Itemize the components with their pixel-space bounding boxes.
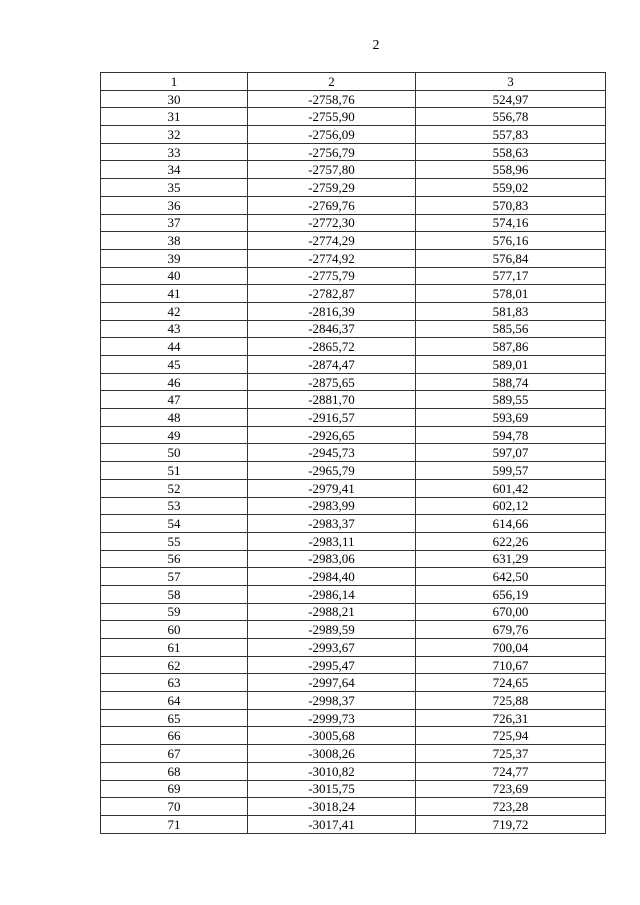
y-coordinate-cell: 601,42 [416, 479, 606, 497]
y-coordinate-cell: 589,55 [416, 391, 606, 409]
table-row [101, 762, 606, 780]
x-coordinate-cell: -2983,37 [248, 515, 416, 533]
y-coordinate-cell: 725,88 [416, 692, 606, 710]
y-coordinate-cell: 622,26 [416, 532, 606, 550]
y-coordinate-cell: 642,50 [416, 568, 606, 586]
y-coordinate-cell: 556,78 [416, 108, 606, 126]
x-coordinate-cell: -2774,92 [248, 249, 416, 267]
x-coordinate-cell: -2769,76 [248, 196, 416, 214]
point-number-cell: 71 [101, 815, 248, 833]
point-number-cell: 34 [101, 161, 248, 179]
y-coordinate-cell: 597,07 [416, 444, 606, 462]
x-coordinate-cell: -2756,09 [248, 126, 416, 144]
point-number-cell: 67 [101, 745, 248, 763]
y-coordinate-cell: 557,83 [416, 126, 606, 144]
x-coordinate-cell: -2775,79 [248, 267, 416, 285]
y-coordinate-cell: 700,04 [416, 639, 606, 657]
x-coordinate-cell: -3005,68 [248, 727, 416, 745]
table-row [101, 426, 606, 444]
point-number-cell: 59 [101, 603, 248, 621]
y-coordinate-cell: 726,31 [416, 709, 606, 727]
point-number-cell: 47 [101, 391, 248, 409]
table-row [101, 532, 606, 550]
table-row [101, 550, 606, 568]
y-coordinate-cell: 599,57 [416, 462, 606, 480]
x-coordinate-cell: -2984,40 [248, 568, 416, 586]
x-coordinate-cell: -2988,21 [248, 603, 416, 621]
x-coordinate-cell: -2774,29 [248, 232, 416, 250]
y-coordinate-cell: 576,16 [416, 232, 606, 250]
x-coordinate-cell: -2998,37 [248, 692, 416, 710]
point-number-cell: 49 [101, 426, 248, 444]
x-coordinate-cell: -2993,67 [248, 639, 416, 657]
x-coordinate-cell: -2755,90 [248, 108, 416, 126]
y-coordinate-cell: 577,17 [416, 267, 606, 285]
y-coordinate-cell: 656,19 [416, 585, 606, 603]
point-number-cell: 36 [101, 196, 248, 214]
point-number-cell: 69 [101, 780, 248, 798]
point-number-cell: 41 [101, 285, 248, 303]
x-coordinate-cell: -3008,26 [248, 745, 416, 763]
table-row [101, 568, 606, 586]
point-number-cell: 46 [101, 373, 248, 391]
table-row [101, 497, 606, 515]
x-coordinate-cell: -2757,80 [248, 161, 416, 179]
page-number: 2 [372, 38, 380, 53]
table-row [101, 621, 606, 639]
y-coordinate-cell: 524,97 [416, 90, 606, 108]
y-coordinate-cell: 581,83 [416, 302, 606, 320]
y-coordinate-cell: 558,63 [416, 143, 606, 161]
point-number-cell: 53 [101, 497, 248, 515]
y-coordinate-cell: 670,00 [416, 603, 606, 621]
x-coordinate-cell: -2979,41 [248, 479, 416, 497]
point-number-cell: 54 [101, 515, 248, 533]
table-row [101, 391, 606, 409]
point-number-cell: 66 [101, 727, 248, 745]
table-row [101, 302, 606, 320]
x-coordinate-cell: -2989,59 [248, 621, 416, 639]
table-row [101, 709, 606, 727]
table-row [101, 232, 606, 250]
y-coordinate-cell: 719,72 [416, 815, 606, 833]
point-number-cell: 38 [101, 232, 248, 250]
table-row [101, 727, 606, 745]
table-row [101, 320, 606, 338]
table-row [101, 285, 606, 303]
point-number-cell: 65 [101, 709, 248, 727]
table-row [101, 815, 606, 833]
point-number-cell: 56 [101, 550, 248, 568]
table-row [101, 479, 606, 497]
table-row [101, 462, 606, 480]
point-number-cell: 32 [101, 126, 248, 144]
table-row [101, 585, 606, 603]
x-coordinate-cell: -2758,76 [248, 90, 416, 108]
point-number-cell: 60 [101, 621, 248, 639]
y-coordinate-cell: 725,94 [416, 727, 606, 745]
point-number-cell: 43 [101, 320, 248, 338]
y-coordinate-cell: 570,83 [416, 196, 606, 214]
x-coordinate-cell: -2772,30 [248, 214, 416, 232]
table-row [101, 780, 606, 798]
x-coordinate-cell: -2983,06 [248, 550, 416, 568]
column-header-1: 1 [101, 73, 248, 91]
point-number-cell: 45 [101, 356, 248, 374]
y-coordinate-cell: 724,77 [416, 762, 606, 780]
y-coordinate-cell: 725,37 [416, 745, 606, 763]
x-coordinate-cell: -2945,73 [248, 444, 416, 462]
x-coordinate-cell: -2756,79 [248, 143, 416, 161]
table-row [101, 356, 606, 374]
y-coordinate-cell: 679,76 [416, 621, 606, 639]
table-body [101, 90, 606, 833]
point-number-cell: 51 [101, 462, 248, 480]
table-row [101, 373, 606, 391]
table-row [101, 745, 606, 763]
table-header-row [101, 73, 606, 91]
x-coordinate-cell: -2782,87 [248, 285, 416, 303]
x-coordinate-cell: -2926,65 [248, 426, 416, 444]
table-row [101, 196, 606, 214]
x-coordinate-cell: -3015,75 [248, 780, 416, 798]
x-coordinate-cell: -3018,24 [248, 798, 416, 816]
table-row [101, 692, 606, 710]
table-row [101, 267, 606, 285]
y-coordinate-cell: 602,12 [416, 497, 606, 515]
point-number-cell: 35 [101, 179, 248, 197]
x-coordinate-cell: -2816,39 [248, 302, 416, 320]
point-number-cell: 57 [101, 568, 248, 586]
table-row [101, 249, 606, 267]
point-number-cell: 30 [101, 90, 248, 108]
x-coordinate-cell: -2995,47 [248, 656, 416, 674]
y-coordinate-cell: 594,78 [416, 426, 606, 444]
y-coordinate-cell: 593,69 [416, 409, 606, 427]
table-row [101, 603, 606, 621]
x-coordinate-cell: -2916,57 [248, 409, 416, 427]
y-coordinate-cell: 558,96 [416, 161, 606, 179]
table-row [101, 639, 606, 657]
table-row [101, 126, 606, 144]
table-row [101, 161, 606, 179]
coordinates-table [100, 72, 606, 834]
column-header-2: 2 [248, 73, 416, 91]
y-coordinate-cell: 614,66 [416, 515, 606, 533]
x-coordinate-cell: -2846,37 [248, 320, 416, 338]
table-row [101, 143, 606, 161]
y-coordinate-cell: 585,56 [416, 320, 606, 338]
table-row [101, 515, 606, 533]
table-row [101, 674, 606, 692]
y-coordinate-cell: 589,01 [416, 356, 606, 374]
y-coordinate-cell: 587,86 [416, 338, 606, 356]
y-coordinate-cell: 710,67 [416, 656, 606, 674]
table-row [101, 444, 606, 462]
point-number-cell: 58 [101, 585, 248, 603]
x-coordinate-cell: -2874,47 [248, 356, 416, 374]
point-number-cell: 62 [101, 656, 248, 674]
point-number-cell: 52 [101, 479, 248, 497]
x-coordinate-cell: -2881,70 [248, 391, 416, 409]
point-number-cell: 42 [101, 302, 248, 320]
y-coordinate-cell: 631,29 [416, 550, 606, 568]
point-number-cell: 33 [101, 143, 248, 161]
table-row [101, 179, 606, 197]
point-number-cell: 48 [101, 409, 248, 427]
table-row [101, 656, 606, 674]
y-coordinate-cell: 576,84 [416, 249, 606, 267]
table-row [101, 214, 606, 232]
y-coordinate-cell: 723,69 [416, 780, 606, 798]
point-number-cell: 31 [101, 108, 248, 126]
y-coordinate-cell: 723,28 [416, 798, 606, 816]
x-coordinate-cell: -2965,79 [248, 462, 416, 480]
x-coordinate-cell: -3010,82 [248, 762, 416, 780]
table-row [101, 338, 606, 356]
x-coordinate-cell: -2865,72 [248, 338, 416, 356]
point-number-cell: 55 [101, 532, 248, 550]
x-coordinate-cell: -2986,14 [248, 585, 416, 603]
point-number-cell: 40 [101, 267, 248, 285]
x-coordinate-cell: -2983,11 [248, 532, 416, 550]
table-row [101, 409, 606, 427]
table-row [101, 108, 606, 126]
x-coordinate-cell: -2999,73 [248, 709, 416, 727]
y-coordinate-cell: 578,01 [416, 285, 606, 303]
table-row [101, 798, 606, 816]
point-number-cell: 61 [101, 639, 248, 657]
point-number-cell: 37 [101, 214, 248, 232]
table-row [101, 90, 606, 108]
x-coordinate-cell: -2875,65 [248, 373, 416, 391]
y-coordinate-cell: 724,65 [416, 674, 606, 692]
point-number-cell: 68 [101, 762, 248, 780]
y-coordinate-cell: 559,02 [416, 179, 606, 197]
column-header-3: 3 [416, 73, 606, 91]
x-coordinate-cell: -2759,29 [248, 179, 416, 197]
x-coordinate-cell: -2983,99 [248, 497, 416, 515]
point-number-cell: 70 [101, 798, 248, 816]
x-coordinate-cell: -2997,64 [248, 674, 416, 692]
x-coordinate-cell: -3017,41 [248, 815, 416, 833]
point-number-cell: 39 [101, 249, 248, 267]
point-number-cell: 64 [101, 692, 248, 710]
y-coordinate-cell: 574,16 [416, 214, 606, 232]
point-number-cell: 50 [101, 444, 248, 462]
point-number-cell: 44 [101, 338, 248, 356]
point-number-cell: 63 [101, 674, 248, 692]
y-coordinate-cell: 588,74 [416, 373, 606, 391]
